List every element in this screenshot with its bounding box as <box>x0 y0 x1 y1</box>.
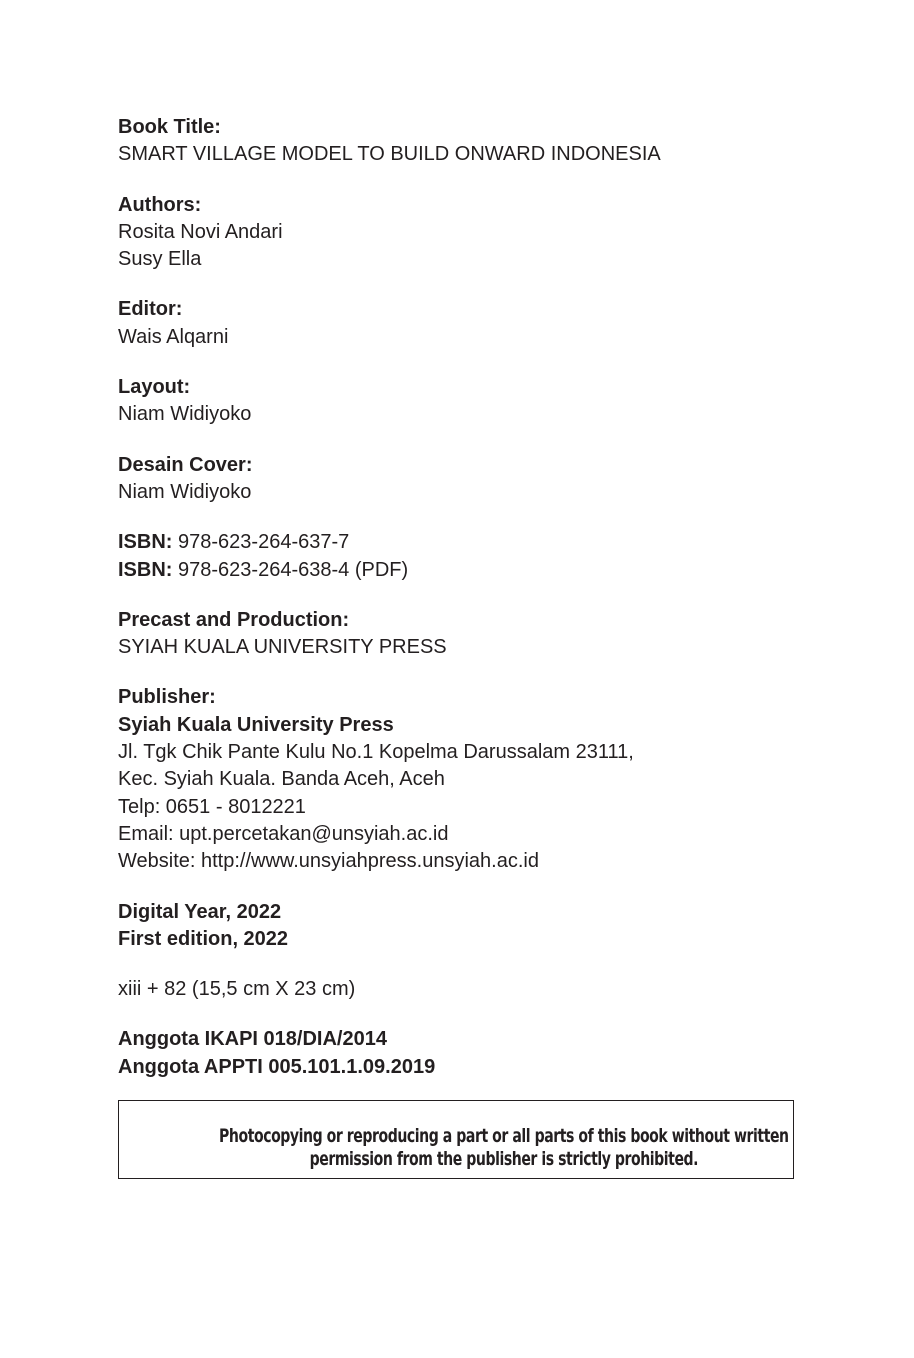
dimensions-section <box>118 976 818 1003</box>
book-title-section <box>118 114 818 169</box>
editor-value: Wais Alqarni <box>118 325 229 348</box>
membership-appti: Anggota APPTI 005.101.1.09.2019 <box>118 1055 436 1078</box>
publisher-email: Email: upt.percetakan@unsyiah.ac.id <box>118 822 449 845</box>
production-section <box>118 607 818 662</box>
book-title-label: Book Title: <box>118 116 221 138</box>
copyright-notice-text <box>219 1125 789 1171</box>
isbn-label: ISBN: <box>118 531 173 554</box>
copyright-notice-box <box>118 1100 794 1179</box>
layout-value: Niam Widiyoko <box>118 403 252 426</box>
publisher-address-line1: Jl. Tgk Chik Pante Kulu No.1 Kopelma Darussalam 23111, <box>118 741 634 764</box>
isbn-value: 978-623-264-638-4 (PDF) <box>178 558 409 581</box>
production-label: Precast and Production: <box>118 608 350 631</box>
isbn-label: ISBN: <box>118 558 173 581</box>
digital-year: Digital Year, 2022 <box>118 900 282 923</box>
editor-label: Editor: <box>118 298 183 321</box>
membership-ikapi: Anggota IKAPI 018/DIA/2014 <box>118 1028 387 1051</box>
copyright-notice-line1: Photocopying or reproducing a part or all parts of this book without written <box>219 1125 789 1147</box>
isbn-pdf <box>118 557 818 584</box>
publisher-section <box>118 684 818 875</box>
layout-section <box>118 374 818 429</box>
isbn-section <box>118 529 818 584</box>
publisher-website: Website: http://www.unsyiahpress.unsyiah.ac.id <box>118 850 539 873</box>
copyright-page <box>118 114 818 1104</box>
cover-design-value: Niam Widiyoko <box>118 480 252 503</box>
membership-section <box>118 1026 818 1081</box>
editor-section <box>118 296 818 351</box>
first-edition: First edition, 2022 <box>118 927 289 950</box>
isbn-value: 978-623-264-637-7 <box>178 531 350 554</box>
cover-design-section <box>118 452 818 507</box>
cover-design-label: Desain Cover: <box>118 453 253 476</box>
copyright-notice-line2: permission from the publisher is strictly prohibited. <box>309 1148 699 1170</box>
isbn-print <box>118 529 818 556</box>
book-dimensions: xiii + 82 (15,5 cm X 23 cm) <box>118 978 356 1001</box>
authors-label: Authors: <box>118 193 202 216</box>
book-title-value: SMART VILLAGE MODEL TO BUILD ONWARD INDONESIA <box>118 143 661 166</box>
edition-section <box>118 899 818 954</box>
publisher-label: Publisher: <box>118 686 216 709</box>
authors-section <box>118 192 818 274</box>
production-value: SYIAH KUALA UNIVERSITY PRESS <box>118 636 447 659</box>
layout-label: Layout: <box>118 376 191 399</box>
author-name: Susy Ella <box>118 248 202 271</box>
publisher-phone: Telp: 0651 - 8012221 <box>118 795 306 818</box>
publisher-address-line2: Kec. Syiah Kuala. Banda Aceh, Aceh <box>118 768 445 791</box>
publisher-name: Syiah Kuala University Press <box>118 713 394 736</box>
author-name: Rosita Novi Andari <box>118 220 283 243</box>
